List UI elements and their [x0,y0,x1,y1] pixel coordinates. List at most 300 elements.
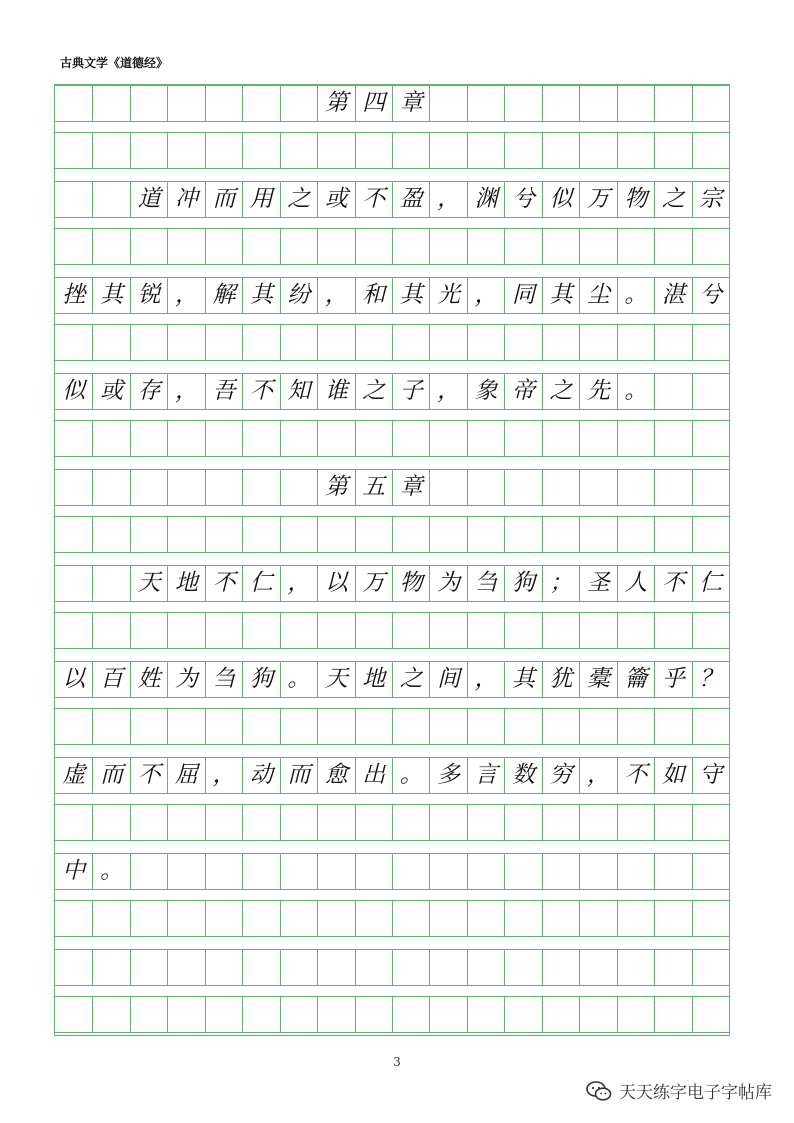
grid-cell [429,325,466,360]
grid-cell [55,709,92,744]
grid-cell [504,805,541,840]
grid-cell: 。 [92,854,129,889]
grid-cell [205,133,242,168]
grid-row [55,804,729,841]
grid-cell [242,854,279,889]
grid-row [55,420,729,457]
grid-cell [617,133,654,168]
grid-cell [692,950,729,985]
grid-cell [242,901,279,936]
grid-cell [467,997,504,1032]
grid-cell [392,854,429,889]
grid-cell [55,421,92,456]
grid-cell [205,805,242,840]
grid-cell [130,805,167,840]
grid-cell: 冲 [167,182,204,217]
grid-cell: ； [542,566,579,601]
grid-cell [692,901,729,936]
grid-cell: 愈 [317,758,354,793]
grid-cell [654,709,691,744]
grid-cell: 四 [355,86,392,121]
grid-cell [242,470,279,505]
grid-cell [617,421,654,456]
grid-cell [579,901,616,936]
grid-cell [280,854,317,889]
grid-cell [392,325,429,360]
grid-cell: 天 [317,662,354,697]
grid-cell: 光 [429,278,466,313]
grid-cell [242,613,279,648]
grid-cell [579,86,616,121]
grid-cell: 。 [617,278,654,313]
grid-cell [130,901,167,936]
grid-cell [654,805,691,840]
grid-cell [467,133,504,168]
grid-cell [205,854,242,889]
grid-cell [92,421,129,456]
grid-cell [242,325,279,360]
grid-cell [467,470,504,505]
grid-cell: 其 [542,278,579,313]
grid-cell: 道 [130,182,167,217]
grid-cell: 象 [467,374,504,409]
grid-cell: 第 [317,470,354,505]
grid-row [55,85,729,122]
grid-cell [92,901,129,936]
grid-cell [205,517,242,552]
grid-cell [617,854,654,889]
grid-cell: 物 [617,182,654,217]
grid-cell [654,997,691,1032]
grid-cell [542,86,579,121]
grid-cell [692,86,729,121]
grid-cell: 守 [692,758,729,793]
grid-cell [654,613,691,648]
grid-cell [692,805,729,840]
grid-cell: 帝 [504,374,541,409]
grid-cell [317,805,354,840]
grid-cell: 而 [205,182,242,217]
grid-cell [504,229,541,264]
grid-cell [617,470,654,505]
grid-cell: 穷 [542,758,579,793]
grid-cell [392,517,429,552]
grid-cell [55,950,92,985]
grid-cell: 为 [429,566,466,601]
grid-cell [242,805,279,840]
grid-cell: 姓 [130,662,167,697]
grid-cell [280,470,317,505]
grid-cell: 挫 [62,282,86,308]
grid-cell [654,325,691,360]
grid-cell [355,325,392,360]
grid-cell [130,613,167,648]
grid-cell [504,325,541,360]
grid-cell [280,133,317,168]
grid-cell [579,229,616,264]
grid-cell [467,709,504,744]
grid-cell [692,133,729,168]
grid-row [55,373,729,410]
grid-cell: 锐 [130,278,167,313]
grid-cell [242,86,279,121]
grid-cell [467,901,504,936]
grid-cell [130,709,167,744]
grid-cell [130,470,167,505]
grid-cell [429,86,466,121]
grid-cell [429,470,466,505]
grid-cell [542,854,579,889]
grid-cell [280,86,317,121]
grid-cell [205,86,242,121]
grid-cell: 橐 [579,662,616,697]
grid-cell [504,854,541,889]
grid-cell [467,86,504,121]
grid-row [55,996,729,1033]
grid-cell: 盈 [392,182,429,217]
grid-cell [55,182,92,217]
grid-cell [317,517,354,552]
grid-cell [55,470,92,505]
grid-cell [504,997,541,1032]
grid-cell [467,950,504,985]
grid-cell [692,325,729,360]
grid-cell: 似 [62,378,86,404]
grid-cell [617,997,654,1032]
grid-cell [542,950,579,985]
grid-cell: 犹 [542,662,579,697]
grid-cell: 第 [317,86,354,121]
grid-cell [55,997,92,1032]
grid-cell: 湛 [654,278,691,313]
grid-cell: 狗 [242,662,279,697]
grid-cell [355,133,392,168]
grid-cell [467,854,504,889]
grid-cell [617,950,654,985]
grid-cell: ， [280,566,317,601]
grid-cell [242,517,279,552]
grid-row [55,228,729,265]
grid-cell [167,517,204,552]
grid-cell [280,997,317,1032]
grid-cell [504,901,541,936]
grid-cell: 物 [392,566,429,601]
grid-cell: 仁 [242,566,279,601]
grid-cell: 不 [617,758,654,793]
grid-cell [92,182,129,217]
grid-cell [92,805,129,840]
grid-cell [429,421,466,456]
grid-cell [242,229,279,264]
grid-cell: 兮 [504,182,541,217]
grid-cell [167,709,204,744]
grid-cell [205,997,242,1032]
grid-cell [504,133,541,168]
grid-cell: 子 [392,374,429,409]
grid-cell: 之 [654,182,691,217]
grid-cell [429,613,466,648]
grid-cell [92,86,129,121]
grid-cell: 谁 [317,374,354,409]
grid-cell: 多 [429,758,466,793]
grid-cell: 屈 [167,758,204,793]
grid-cell: 知 [280,374,317,409]
grid-cell [579,325,616,360]
page-header-title: 古典文学《道德经》 [60,56,169,70]
grid-cell [467,517,504,552]
grid-cell [130,854,167,889]
page-number: 3 [393,1055,401,1069]
grid-cell [467,229,504,264]
grid-cell [504,517,541,552]
grid-cell [280,805,317,840]
grid-cell [130,517,167,552]
grid-cell [55,325,92,360]
grid-cell: 言 [467,758,504,793]
grid-cell [205,229,242,264]
grid-cell [467,613,504,648]
grid-cell [429,133,466,168]
grid-cell [692,470,729,505]
grid-cell [617,517,654,552]
grid-cell [355,805,392,840]
grid-cell [355,421,392,456]
grid-cell [429,854,466,889]
grid-cell [92,229,129,264]
grid-cell [429,950,466,985]
grid-cell [392,997,429,1032]
grid-cell: 地 [355,662,392,697]
grid-cell: ？ [692,662,729,697]
grid-cell [55,805,92,840]
grid-cell [504,86,541,121]
grid-cell [130,950,167,985]
grid-cell: 中 [62,858,86,884]
grid-cell [617,325,654,360]
grid-row [55,853,729,890]
grid-cell [167,613,204,648]
grid-cell: 吾 [205,374,242,409]
watermark-text: 天天练字电子字帖库 [619,1083,772,1103]
grid-cell [92,566,129,601]
grid-cell: 仁 [692,566,729,601]
grid-cell [167,854,204,889]
grid-cell [205,709,242,744]
grid-cell [55,517,92,552]
grid-cell: 用 [242,182,279,217]
grid-cell [542,805,579,840]
wechat-icon [585,1080,613,1102]
grid-cell [280,901,317,936]
grid-cell [280,709,317,744]
grid-row [55,516,729,553]
grid-cell [579,805,616,840]
grid-cell [242,997,279,1032]
grid-cell [55,613,92,648]
grid-cell [280,950,317,985]
grid-cell: 间 [429,662,466,697]
grid-cell: 章 [392,86,429,121]
grid-cell [167,805,204,840]
grid-cell [280,421,317,456]
grid-row [55,612,729,649]
grid-cell: ， [579,758,616,793]
grid-cell [579,997,616,1032]
grid-cell [55,901,92,936]
grid-cell [579,613,616,648]
grid-cell [617,901,654,936]
grid-cell [92,950,129,985]
grid-cell [205,901,242,936]
grid-cell [692,709,729,744]
grid-cell [692,517,729,552]
grid-cell [692,229,729,264]
grid-cell: 其 [242,278,279,313]
grid-cell [542,470,579,505]
grid-cell: ， [167,278,204,313]
grid-cell [205,421,242,456]
watermark [585,1078,772,1103]
grid-cell: 。 [280,662,317,697]
grid-cell [92,470,129,505]
grid-cell [355,229,392,264]
grid-cell [429,229,466,264]
grid-cell [355,997,392,1032]
grid-cell: 尘 [579,278,616,313]
grid-cell [242,950,279,985]
grid-cell [167,950,204,985]
grid-cell [617,86,654,121]
grid-cell [542,709,579,744]
grid-cell [242,421,279,456]
grid-cell [542,901,579,936]
grid-cell: 人 [617,566,654,601]
grid-cell: 数 [504,758,541,793]
grid-cell: 不 [242,374,279,409]
grid-cell [355,613,392,648]
grid-cell [317,709,354,744]
grid-cell [92,325,129,360]
grid-cell: 同 [504,278,541,313]
grid-cell [654,133,691,168]
grid-cell: ， [205,758,242,793]
grid-cell [92,709,129,744]
grid-cell: 五 [355,470,392,505]
grid-cell: 章 [392,470,429,505]
grid-cell [579,854,616,889]
grid-cell: ， [429,374,466,409]
grid-cell [654,86,691,121]
grid-cell [579,517,616,552]
grid-cell: 其 [92,278,129,313]
grid-cell [654,229,691,264]
grid-cell: ， [317,278,354,313]
grid-cell [130,421,167,456]
grid-row [55,900,729,937]
grid-cell: 出 [355,758,392,793]
grid-cell: 。 [392,758,429,793]
grid-cell: 不 [654,566,691,601]
grid-cell [355,709,392,744]
grid-cell [55,566,92,601]
grid-cell [504,709,541,744]
grid-cell: ， [467,662,504,697]
grid-cell: 之 [542,374,579,409]
grid-cell [692,997,729,1032]
grid-cell [542,421,579,456]
grid-cell [167,229,204,264]
practice-grid-sheet [54,84,730,1036]
grid-cell [205,470,242,505]
grid-cell: 以 [62,666,86,692]
grid-cell: 为 [167,662,204,697]
grid-cell [392,709,429,744]
grid-cell: 似 [542,182,579,217]
grid-cell [167,901,204,936]
grid-cell [392,901,429,936]
grid-cell [355,950,392,985]
grid-cell [317,229,354,264]
grid-cell [504,950,541,985]
grid-cell: 或 [92,374,129,409]
grid-cell [317,997,354,1032]
grid-cell [242,133,279,168]
grid-cell: 先 [579,374,616,409]
grid-cell [317,133,354,168]
grid-row [55,181,729,218]
grid-cell [280,229,317,264]
grid-cell: 。 [617,374,654,409]
grid-cell: 不 [355,182,392,217]
grid-cell: 兮 [692,278,729,313]
grid-cell [242,709,279,744]
grid-cell: 渊 [467,182,504,217]
grid-cell [392,229,429,264]
grid-cell [130,325,167,360]
grid-cell [617,805,654,840]
grid-cell [92,133,129,168]
grid-cell: 如 [654,758,691,793]
grid-cell [55,133,92,168]
grid-cell: 刍 [205,662,242,697]
grid-row [55,757,729,794]
grid-cell [504,613,541,648]
grid-row [55,324,729,361]
grid-cell [654,517,691,552]
grid-cell: 以 [317,566,354,601]
grid-cell [429,517,466,552]
grid-cell: 籥 [617,662,654,697]
grid-row [55,132,729,169]
grid-cell [392,805,429,840]
grid-cell [467,805,504,840]
grid-cell [280,613,317,648]
grid-cell [654,950,691,985]
grid-cell [167,133,204,168]
grid-cell [654,374,691,409]
grid-cell [654,421,691,456]
grid-cell: 其 [504,662,541,697]
grid-cell [317,421,354,456]
grid-cell [167,421,204,456]
grid-cell [280,325,317,360]
grid-cell [542,613,579,648]
grid-cell: 和 [355,278,392,313]
grid-cell [542,997,579,1032]
grid-cell [92,997,129,1032]
grid-cell: 纷 [280,278,317,313]
grid-cell [617,709,654,744]
